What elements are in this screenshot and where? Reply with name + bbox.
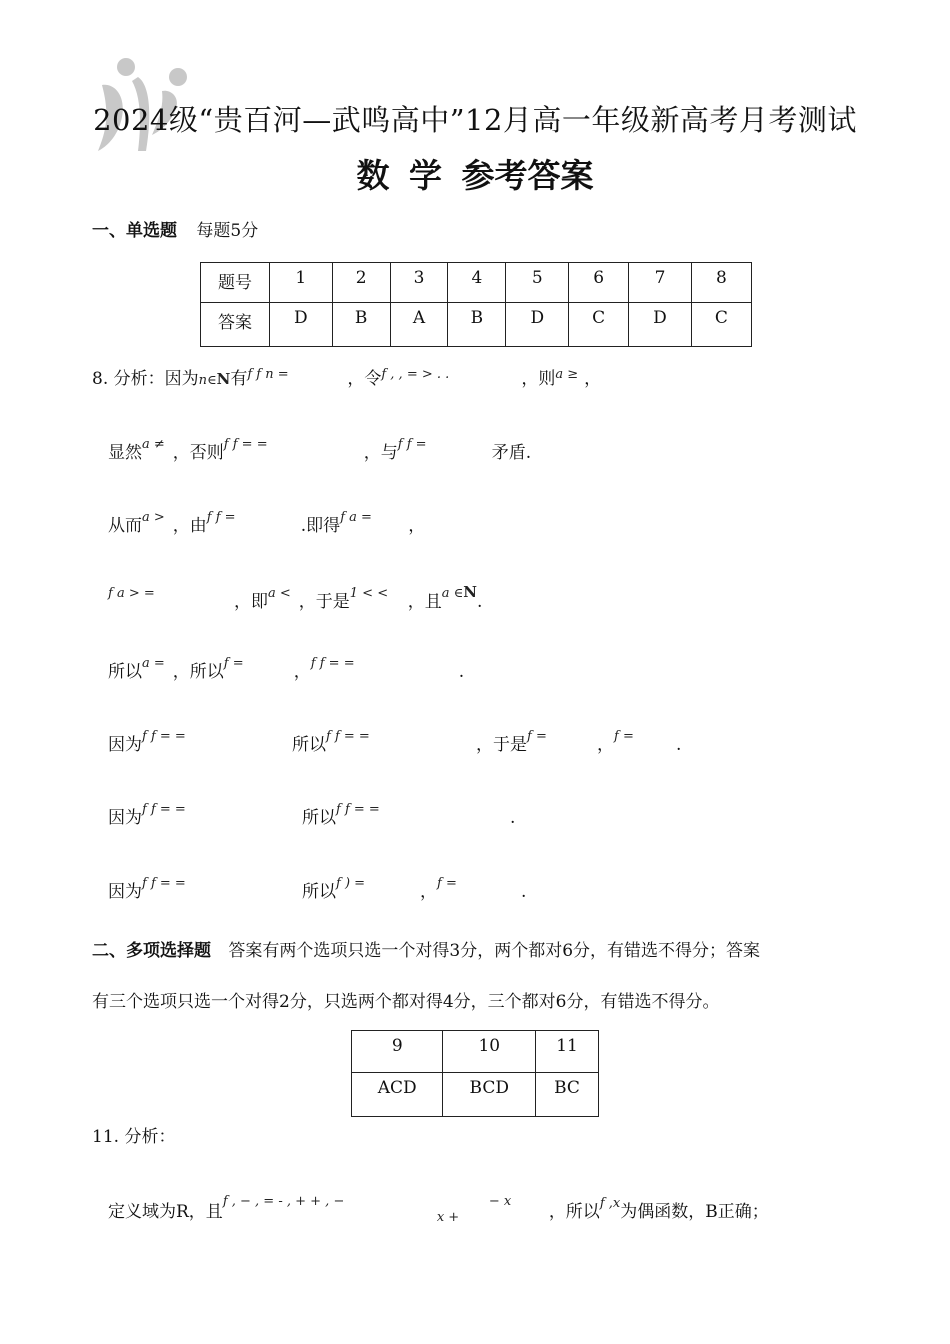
q8-text: ， bbox=[420, 882, 437, 902]
q11-text: ，所以 bbox=[548, 1202, 600, 1222]
q8-text: ，所以 bbox=[172, 662, 224, 682]
q8-line-2 bbox=[108, 437, 531, 463]
q8-math: 1 < < bbox=[349, 586, 389, 601]
answer-cell: BCD bbox=[443, 1073, 536, 1117]
answer-cell: C bbox=[569, 303, 629, 347]
q11-math: f , − , = - , + + , − bbox=[222, 1194, 345, 1209]
q8-math: f f = = bbox=[223, 437, 268, 452]
q11-math: − x bbox=[488, 1194, 512, 1209]
question-number: 2 bbox=[332, 263, 390, 303]
q8-text: . bbox=[510, 808, 516, 828]
answer-cell: D bbox=[629, 303, 692, 347]
single-choice-answer-table bbox=[200, 262, 752, 347]
q8-text: 所以 bbox=[302, 808, 336, 828]
question-number: 6 bbox=[569, 263, 629, 303]
question-number: 11 bbox=[536, 1031, 599, 1073]
answer-cell: C bbox=[691, 303, 751, 347]
q11-heading: 11. 分析： bbox=[92, 1127, 176, 1147]
q11-text: 定义域为R，且 bbox=[108, 1202, 223, 1222]
q8-math: f f = = bbox=[142, 876, 186, 891]
q11-math: x + bbox=[436, 1210, 460, 1225]
section1-note: 每题5分 bbox=[196, 221, 259, 241]
q8-text: 矛盾. bbox=[491, 443, 532, 463]
q8-math: a ∈ bbox=[441, 586, 464, 601]
q8-line-4 bbox=[108, 583, 482, 612]
q8-text: ，于是 bbox=[298, 592, 350, 612]
q11-line-1 bbox=[108, 1194, 769, 1225]
row-label: 题号 bbox=[201, 263, 270, 303]
section2-desc: 答案有两个选项只选一个对得3分，两个都对6分，有错选不得分；答案 bbox=[228, 941, 761, 961]
q8-text: . bbox=[521, 882, 527, 902]
row-label: 答案 bbox=[201, 303, 270, 347]
q8-text: ，令 bbox=[347, 369, 382, 389]
q8-text: 从而 bbox=[108, 516, 142, 536]
q8-math: f = bbox=[437, 876, 457, 891]
q8-line-3 bbox=[108, 510, 425, 536]
answer-cell: B bbox=[332, 303, 390, 347]
answer-cell: BC bbox=[536, 1073, 599, 1117]
q8-line-7 bbox=[108, 802, 515, 828]
q8-math: n∈ bbox=[198, 373, 217, 388]
q8-math: a ≥ bbox=[555, 367, 579, 382]
table-row bbox=[201, 263, 752, 303]
table-row bbox=[352, 1031, 599, 1073]
q8-text: ，则 bbox=[521, 369, 556, 389]
q8-math: f f = = bbox=[142, 729, 186, 744]
q8-math: a < bbox=[268, 586, 291, 601]
q8-text: .即得 bbox=[300, 516, 341, 536]
answer-key-title: 数 学 参考答案 bbox=[356, 156, 594, 195]
question-number: 4 bbox=[448, 263, 506, 303]
q8-line-8 bbox=[108, 876, 526, 902]
q8-text: . bbox=[676, 735, 682, 755]
q8-text: 所以 bbox=[108, 662, 142, 682]
question-number: 5 bbox=[506, 263, 569, 303]
q8-math: f = bbox=[614, 729, 634, 744]
q8-text: ，且 bbox=[407, 592, 442, 612]
multi-choice-answer-table bbox=[351, 1030, 599, 1117]
table-row bbox=[352, 1073, 599, 1117]
q8-text: 有 bbox=[230, 369, 248, 389]
section2-desc-line-2: 有三个选项只选一个对得2分，只选两个都对得4分，三个都对6分，有错选不得分。 bbox=[92, 992, 720, 1012]
q8-math: f a = bbox=[340, 510, 372, 525]
q8-math: a = bbox=[142, 656, 165, 671]
q8-text: ，于是 bbox=[476, 735, 527, 755]
q8-text: 8. 分析：因为 bbox=[92, 369, 199, 389]
answer-cell: B bbox=[448, 303, 506, 347]
q8-text: ， bbox=[597, 735, 614, 755]
section1-title: 一、单选题 bbox=[92, 221, 177, 241]
q8-text: ，即 bbox=[234, 592, 268, 612]
section2-title: 二、多项选择题 bbox=[92, 941, 211, 961]
q8-math: N bbox=[463, 583, 478, 601]
q8-text: 因为 bbox=[108, 882, 142, 902]
q8-math: f f = = bbox=[326, 729, 370, 744]
q8-text: ，否则 bbox=[172, 443, 224, 463]
q8-text: 所以 bbox=[302, 882, 336, 902]
q8-math: f a > = bbox=[108, 586, 155, 601]
q8-text: 所以 bbox=[292, 735, 326, 755]
q8-math: f = bbox=[223, 656, 244, 671]
table-row bbox=[201, 303, 752, 347]
q8-line-5 bbox=[108, 656, 464, 682]
q8-math: f f = bbox=[397, 437, 427, 452]
q8-text: . bbox=[477, 592, 483, 612]
q8-math: f f n = bbox=[247, 367, 289, 382]
q8-math: a ≠ bbox=[142, 437, 165, 452]
q8-text: 因为 bbox=[108, 735, 142, 755]
answer-cell: D bbox=[506, 303, 569, 347]
answer-cell: D bbox=[270, 303, 333, 347]
question-number: 10 bbox=[443, 1031, 536, 1073]
q8-text: ，由 bbox=[172, 516, 207, 536]
q8-math: f ) = bbox=[336, 876, 366, 891]
q8-math: a > bbox=[142, 510, 165, 525]
section1-heading bbox=[92, 216, 258, 241]
exam-title: 2024级“贵百河—武鸣高中”12月高一年级新高考月考测试 bbox=[93, 103, 857, 137]
q8-text: 因为 bbox=[108, 808, 142, 828]
q8-math: f f = = bbox=[310, 656, 355, 671]
answer-cell: A bbox=[390, 303, 447, 347]
answer-cell: ACD bbox=[352, 1073, 443, 1117]
question-number: 8 bbox=[691, 263, 751, 303]
q11-text: 为偶函数，B正确； bbox=[620, 1202, 769, 1222]
question-number: 9 bbox=[352, 1031, 443, 1073]
q8-text: ， bbox=[584, 369, 602, 389]
q8-text: ， bbox=[293, 662, 311, 682]
q8-math: f f = = bbox=[142, 802, 186, 817]
question-number: 1 bbox=[270, 263, 333, 303]
q8-line-1 bbox=[92, 364, 601, 389]
q8-math: f , , = > . . bbox=[381, 367, 450, 382]
q11-math: f ,x bbox=[599, 1196, 621, 1211]
q8-line-6 bbox=[108, 729, 681, 755]
q8-math: N bbox=[216, 370, 231, 388]
question-number: 7 bbox=[629, 263, 692, 303]
q8-text: ， bbox=[408, 516, 426, 536]
section2-heading bbox=[92, 936, 760, 961]
q8-math: f = bbox=[527, 729, 547, 744]
q8-text: . bbox=[458, 662, 465, 682]
q8-math: f f = = bbox=[336, 802, 380, 817]
q8-text: 显然 bbox=[108, 443, 142, 463]
q8-text: ，与 bbox=[363, 443, 398, 463]
q8-math: f f = bbox=[206, 510, 236, 525]
question-number: 3 bbox=[390, 263, 447, 303]
